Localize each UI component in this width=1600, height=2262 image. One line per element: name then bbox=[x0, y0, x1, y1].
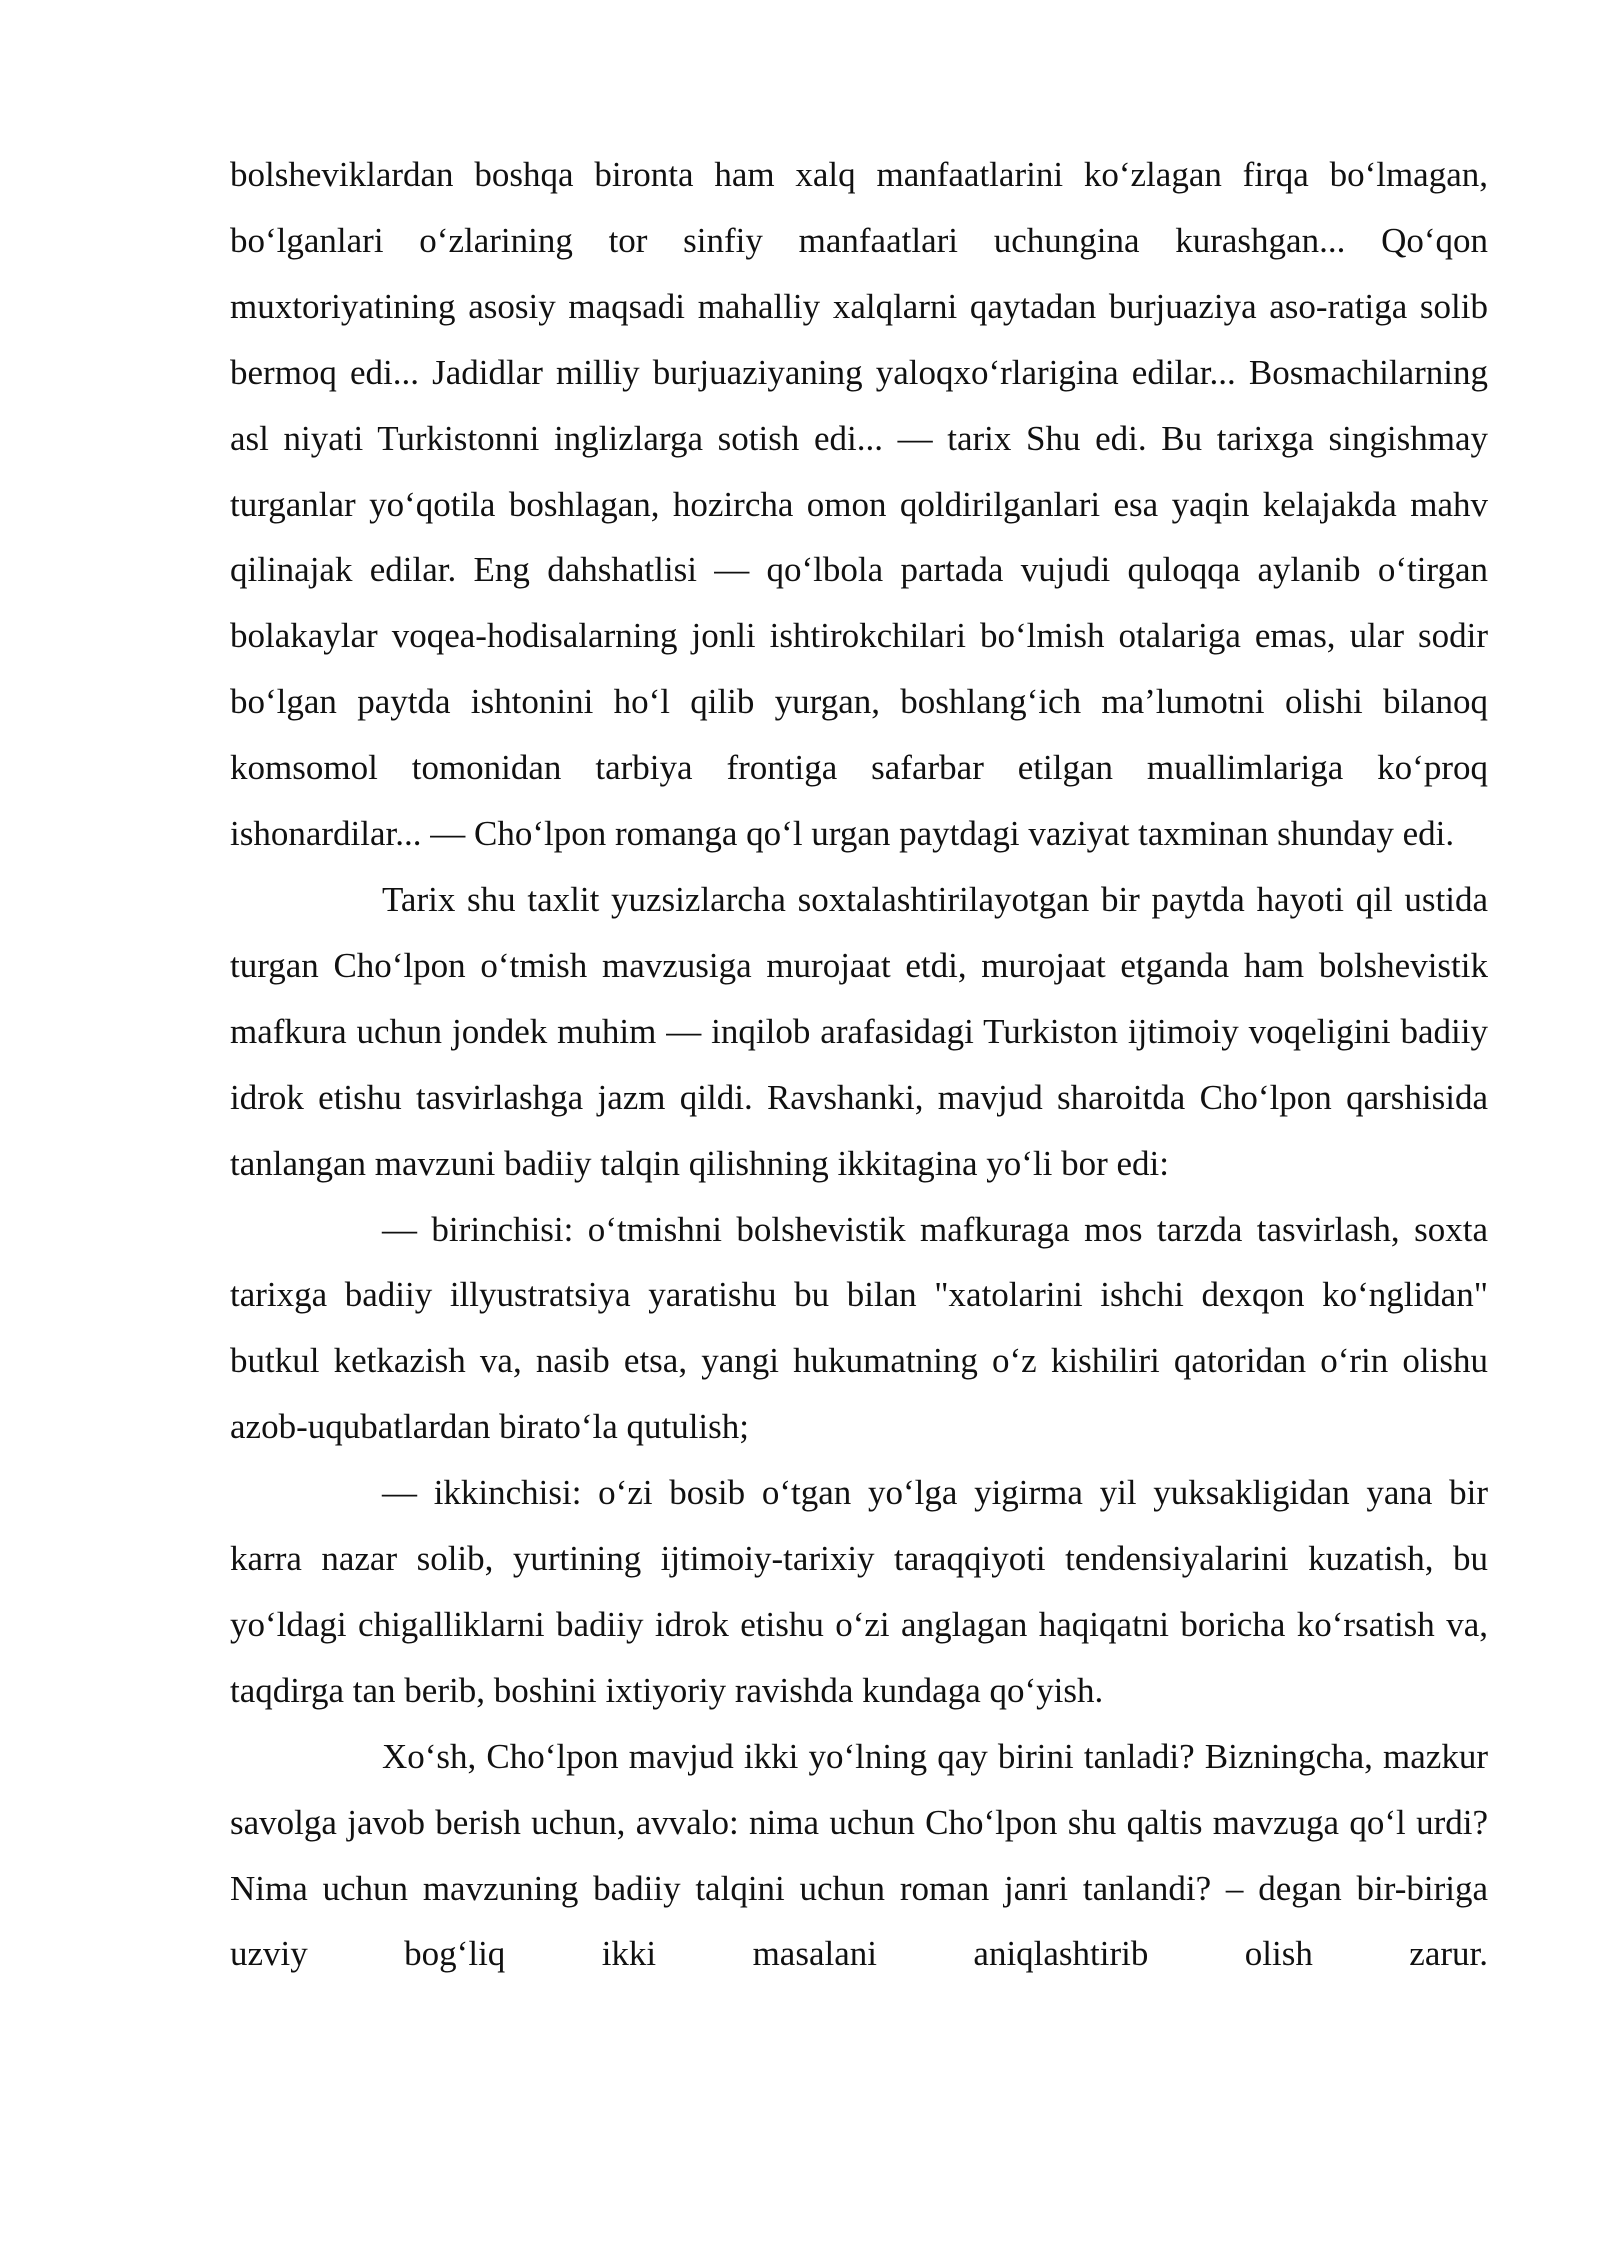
document-page bbox=[230, 142, 1488, 1987]
paragraph-5: Xo‘sh, Cho‘lpon mavjud ikki yo‘lning qay birini tanladi? Bizningcha, mazkur savolga javob berish uchun, avvalo: nima uchun Cho‘lpon shu qaltis mavzuga qo‘l urdi? Nima uchun mavzuning badiiy talqini uchun roman janri tanlandi? – degan bir-biriga uzviy bog‘liq ikki masalani aniqlashtirib olish zarur. bbox=[230, 1736, 1488, 1974]
paragraph-4-second-option: — ikkinchisi: o‘zi bosib o‘tgan yo‘lga yigirma yil yuksakligidan yana bir karra nazar solib, yurtining ijtimoiy-tarixiy taraqqiyoti tendensiyalarini kuzatish, bu yo‘ldagi chigalliklarni badiiy idrok etishu o‘zi anglagan haqiqatni boricha ko‘rsatish va, taqdirga tan berib, boshini ixtiyoriy ravishda kundaga qo‘yish. bbox=[230, 1473, 1488, 1710]
paragraph-1: bolsheviklardan boshqa bironta ham xalq manfaatlarini ko‘zlagan firqa bo‘lmagan, bo‘lganlari o‘zlarining tor sinfiy manfaatlari uchungina kurashgan... Qo‘qon muxtoriyatining asosiy maqsadi mahalliy xalqlarni qaytadan burjuaziya aso-ratiga solib bermoq edi... Jadidlar milliy burjuaziyaning yaloqxo‘rlarigina edilar... Bosmachilarning asl niyati Turkistonni inglizlarga sotish edi... — tarix Shu edi. Bu tarixga singishmay turganlar yo‘qotila boshlagan, hozircha omon qoldirilganlari esa yaqin kelajakda mahv qilinajak edilar. Eng dahshatlisi — qo‘lbola partada vujudi quloqqa aylanib o‘tirgan bolakaylar voqea-hodisalarning jonli ishtirokchilari bo‘lmish otalariga emas, ular sodir bo‘lgan paytda ishtonini ho‘l qilib yurgan, boshlang‘ich ma’lumotni olishi bilanoq komsomol tomonidan tarbiya frontiga safarbar etilgan muallimlariga ko‘proq ishonardilar... — Cho‘lpon romanga qo‘l urgan paytdagi vaziyat taxminan shunday edi. bbox=[230, 155, 1488, 854]
paragraph-3-first-option: — birinchisi: o‘tmishni bolshevistik mafkuraga mos tarzda tasvirlash, soxta tarixga badiiy illyustratsiya yaratishu bu bilan "xatolarini ishchi dexqon ko‘nglidan" butkul ketkazish va, nasib etsa, yangi hukumatning o‘z kishiliri qatoridan o‘rin olishu azob-uqubatlardan birato‘la qutulish; bbox=[230, 1209, 1488, 1447]
paragraph-2: Tarix shu taxlit yuzsizlarcha soxtalashtirilayotgan bir paytda hayoti qil ustida turgan Cho‘lpon o‘tmish mavzusiga murojaat etdi, murojaat etganda ham bolshevistik mafkura uchun jondek muhim — inqilob arafasidagi Turkiston ijtimoiy voqeligini badiiy idrok etishu tasvirlashga jazm qildi. Ravshanki, mavjud sharoitda Cho‘lpon qarshisida tanlangan mavzuni badiiy talqin qilishning ikkitagina yo‘li bor edi: bbox=[230, 879, 1488, 1183]
